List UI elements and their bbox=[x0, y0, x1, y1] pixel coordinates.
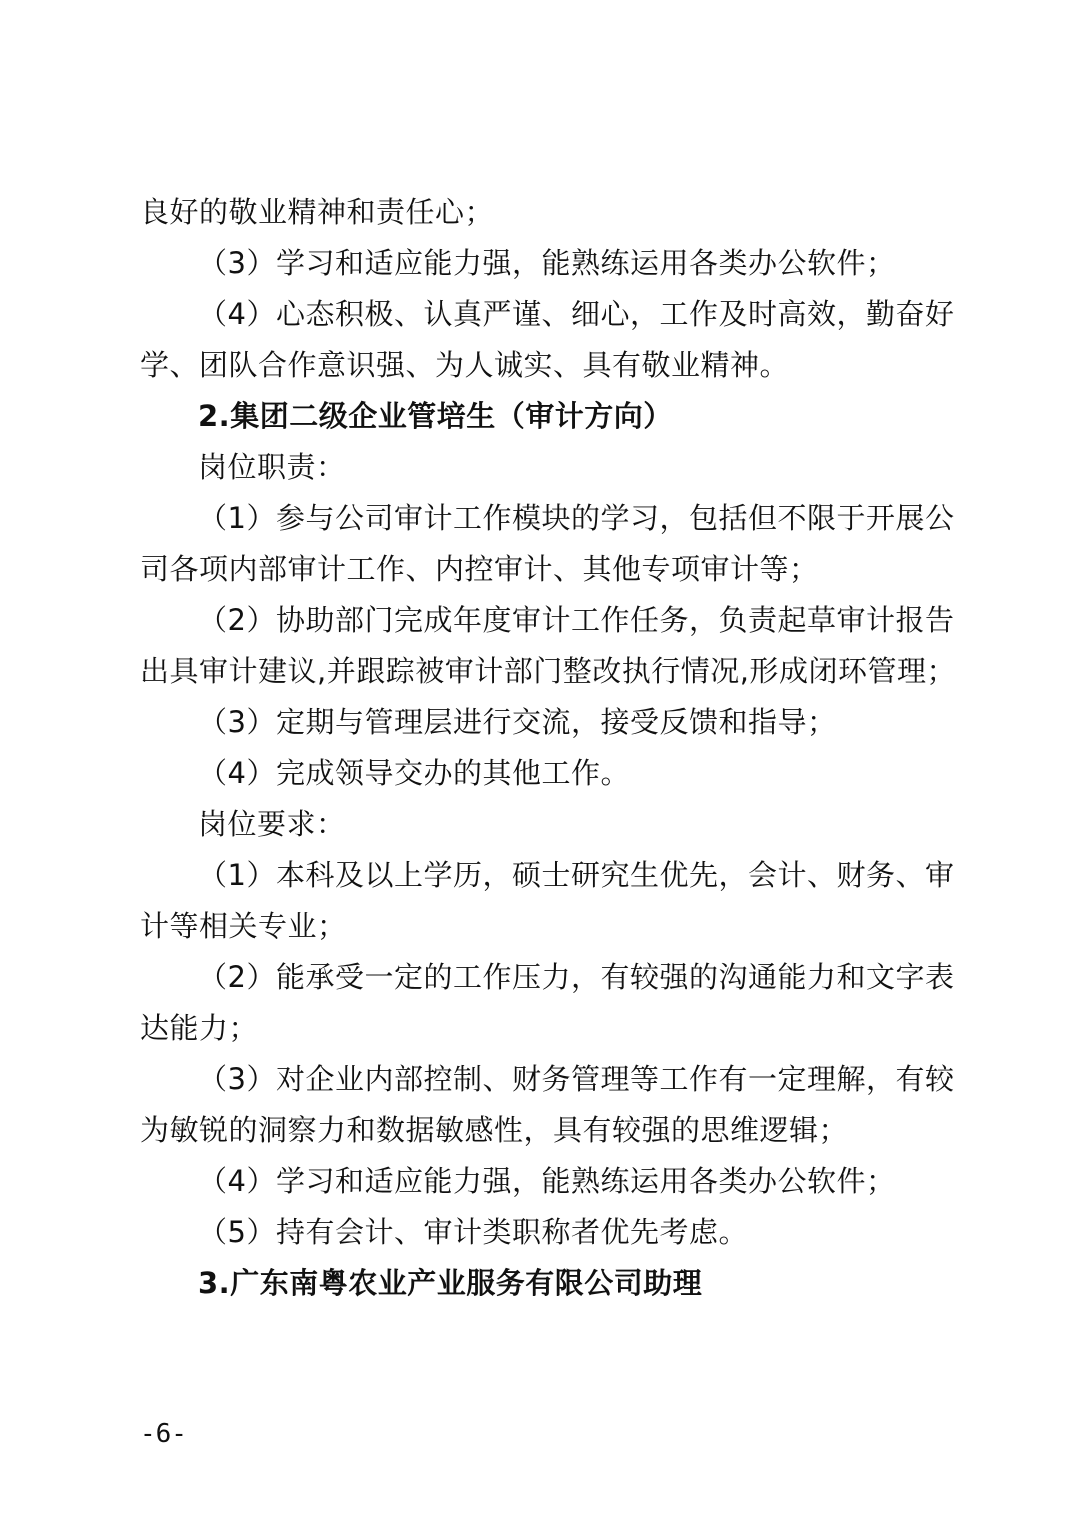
text-line: （3）定期与管理层进行交流，接受反馈和指导； bbox=[198, 705, 837, 739]
text-line: （3）对企业内部控制、财务管理等工作有一定理解，有较 bbox=[198, 1062, 955, 1096]
text-line: （2）协助部门完成年度审计工作任务，负责起草审计报告 bbox=[198, 603, 955, 637]
text-line: 计等相关专业； bbox=[140, 909, 347, 943]
text-line: 为敏锐的洞察力和数据敏感性，具有较强的思维逻辑； bbox=[140, 1113, 849, 1147]
text-line: 司各项内部审计工作、内控审计、其他专项审计等； bbox=[140, 552, 819, 586]
text-line: （2）能承受一定的工作压力，有较强的沟通能力和文字表 bbox=[198, 960, 955, 994]
text-line: （4）完成领导交办的其他工作。 bbox=[198, 756, 630, 790]
text-line: 良好的敬业精神和责任心； bbox=[140, 195, 495, 229]
section-heading: 2.集团二级企业管培生（审计方向） bbox=[198, 399, 673, 433]
subsection-label: 岗位要求： bbox=[198, 807, 346, 841]
text-line: （4）心态积极、认真严谨、细心，工作及时高效，勤奋好 bbox=[198, 297, 955, 331]
text-line: 学、团队合作意识强、为人诚实、具有敬业精神。 bbox=[140, 348, 790, 382]
section-heading: 3.广东南粤农业产业服务有限公司助理 bbox=[198, 1266, 703, 1300]
document-body bbox=[140, 187, 956, 1309]
text-line: （3）学习和适应能力强，能熟练运用各类办公软件； bbox=[198, 246, 896, 280]
text-line: （5）持有会计、审计类职称者优先考虑。 bbox=[198, 1215, 748, 1249]
text-line: （4）学习和适应能力强，能熟练运用各类办公软件； bbox=[198, 1164, 896, 1198]
text-line: （1）本科及以上学历，硕士研究生优先，会计、财务、审 bbox=[198, 858, 955, 892]
page-number: -6- bbox=[140, 1419, 187, 1449]
text-line: 达能力； bbox=[140, 1011, 259, 1045]
text-line: 出具审计建议,并跟踪被审计部门整改执行情况,形成闭环管理； bbox=[140, 654, 956, 688]
subsection-label: 岗位职责： bbox=[198, 450, 346, 484]
text-line: （1）参与公司审计工作模块的学习，包括但不限于开展公 bbox=[198, 501, 955, 535]
